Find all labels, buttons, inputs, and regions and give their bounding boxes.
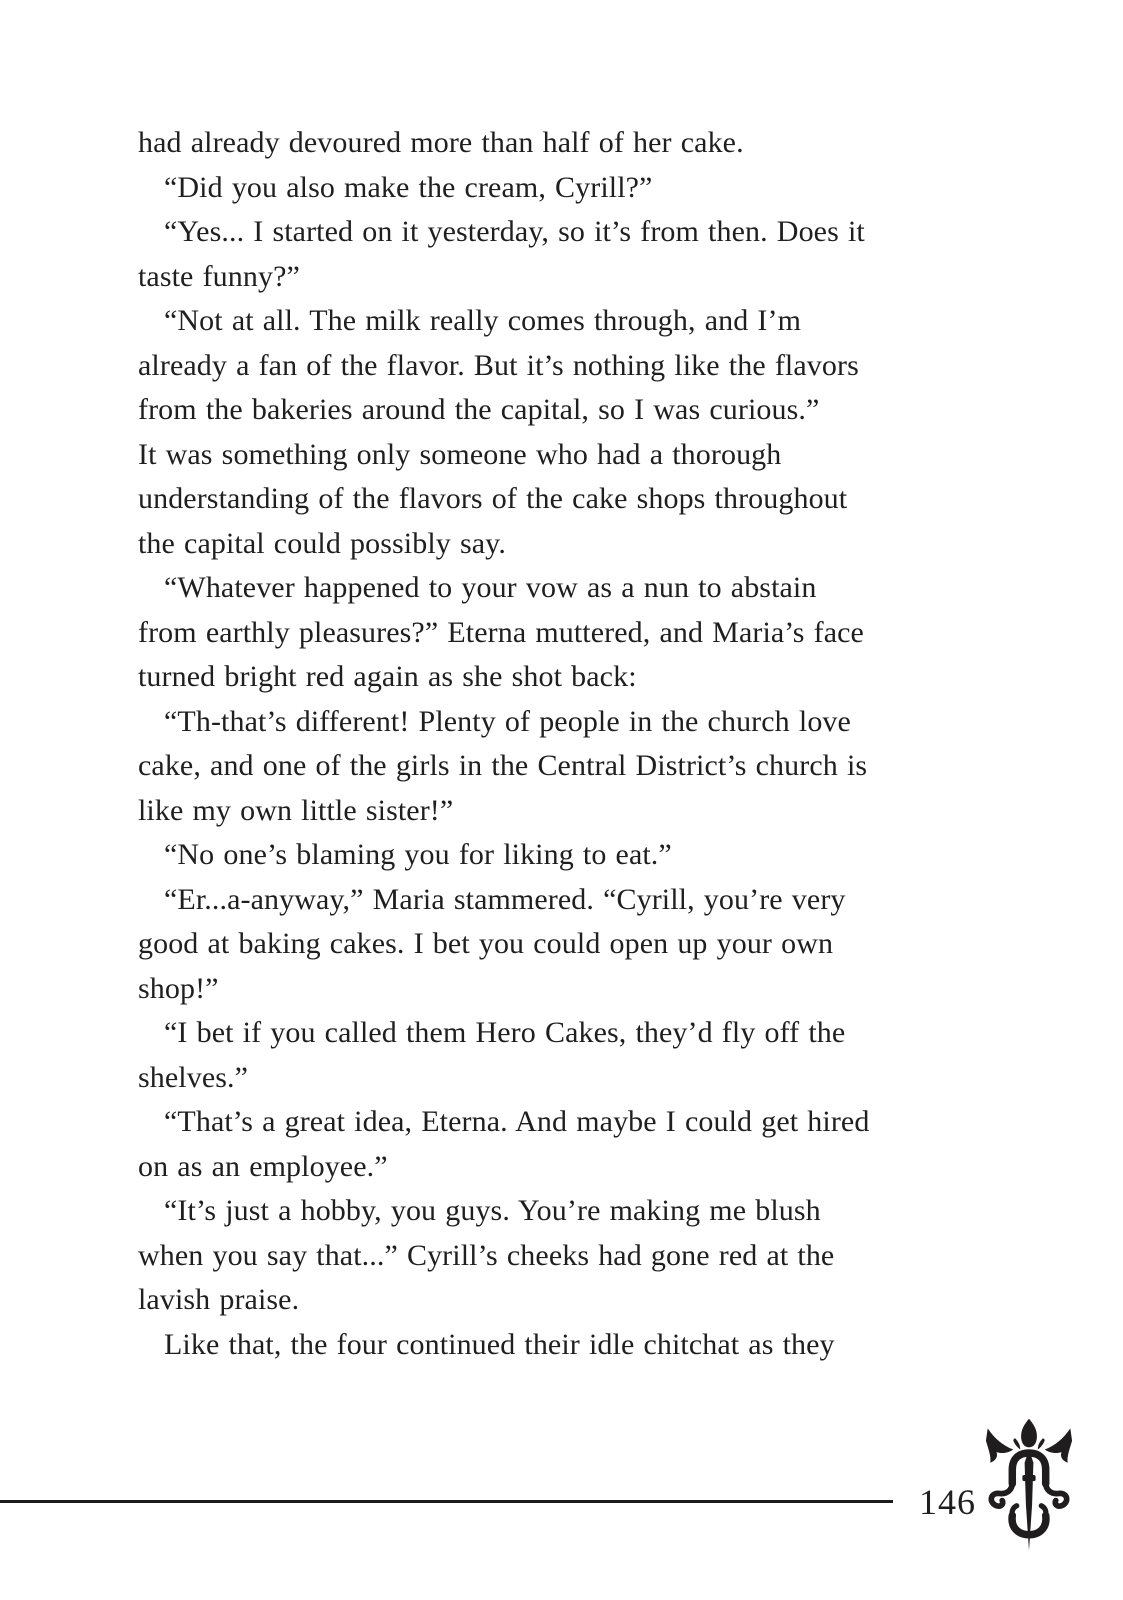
text-line: taste funny?” [138, 259, 300, 293]
text-line: “Not at all. The milk really comes through, and I’m [164, 304, 802, 337]
footer-rule [0, 1500, 893, 1503]
text-line: turned bright red again as she shot back: [138, 660, 637, 693]
text-line: “Whatever happened to your vow as a nun to abstain [164, 571, 817, 604]
text-line: on as an employee.” [138, 1149, 388, 1183]
body-text [138, 121, 1008, 1367]
text-line: Like that, the four continued their idle chitchat as they [164, 1327, 835, 1361]
text-line: “Yes... I started on it yesterday, so it’s from then. Does it [164, 215, 865, 248]
text-line: when you say that...” Cyrill’s cheeks had gone red at the [138, 1238, 835, 1272]
text-line: had already devoured more than half of her cake. [138, 126, 744, 159]
text-line: “That’s a great idea, Eterna. And maybe I could get hired [164, 1105, 870, 1138]
text-line: good at baking cakes. I bet you could open up your own [138, 927, 834, 960]
text-line: “Th-that’s different! Plenty of people in the church love [164, 704, 851, 738]
page-number: 146 [919, 1482, 976, 1522]
text-line: “It’s just a hobby, you guys. You’re making me blush [164, 1194, 821, 1227]
text-line: like my own little sister!” [138, 793, 454, 827]
text-line: shelves.” [138, 1060, 249, 1094]
winged-dagger-emblem-icon [985, 1417, 1073, 1555]
text-line: understanding of the flavors of the cake shops throughout [138, 482, 848, 515]
text-line: “Did you also make the cream, Cyrill?” [164, 170, 653, 204]
text-line: “No one’s blaming you for liking to eat.” [164, 838, 672, 871]
text-line: shop!” [138, 971, 219, 1005]
text-line: from earthly pleasures?” Eterna muttered, and Maria’s face [138, 615, 864, 649]
text-line: from the bakeries around the capital, so I was curious.” [138, 393, 820, 426]
text-line: “Er...a-anyway,” Maria stammered. “Cyrill, you’re very [164, 882, 846, 916]
text-line: “I bet if you called them Hero Cakes, they’d fly off the [164, 1016, 846, 1049]
text-line: lavish praise. [138, 1283, 300, 1316]
text-line: the capital could possibly say. [138, 526, 506, 560]
text-line: cake, and one of the girls in the Central District’s church is [138, 749, 868, 782]
text-line: already a fan of the flavor. But it’s nothing like the flavors [138, 348, 859, 382]
text-line: It was something only someone who had a thorough [138, 437, 782, 471]
